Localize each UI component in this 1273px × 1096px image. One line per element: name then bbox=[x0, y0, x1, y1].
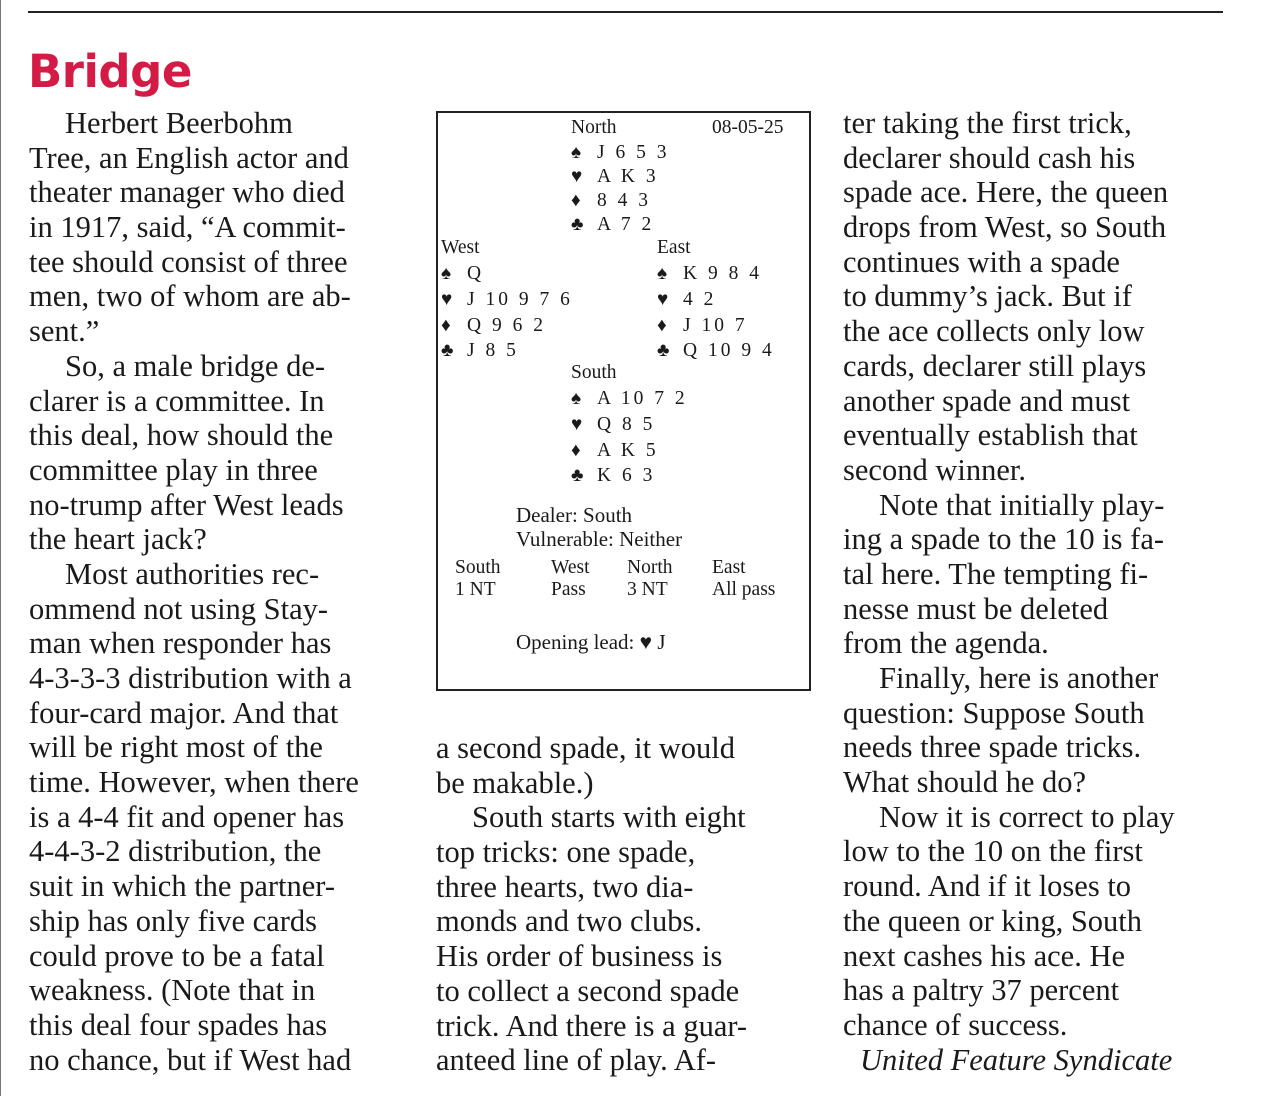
south-label: South bbox=[571, 362, 617, 383]
bidding-header-north: North bbox=[627, 557, 673, 578]
west-label: West bbox=[441, 237, 480, 258]
vulnerable-line: Vulnerable: Neither bbox=[516, 527, 683, 551]
text-line: men, two of whom are ab- bbox=[29, 279, 351, 314]
bid-south: 1 NT bbox=[455, 579, 496, 600]
club-icon: ♣ bbox=[571, 465, 584, 486]
text-line: no-trump after West leads bbox=[29, 487, 344, 522]
east-diamonds: ♦ J 10 7 bbox=[657, 315, 748, 336]
north-spades: ♠ J 6 5 3 bbox=[571, 142, 670, 163]
club-icon: ♣ bbox=[657, 340, 670, 361]
diamond-icon: ♦ bbox=[441, 315, 451, 336]
text-line: question: Suppose South bbox=[843, 695, 1145, 730]
bidding-header-east: East bbox=[712, 557, 746, 578]
text-line: ommend not using Stay- bbox=[29, 591, 329, 626]
text-column-1 bbox=[29, 106, 359, 1077]
north-label: North bbox=[571, 117, 617, 138]
heart-icon: ♥ bbox=[571, 166, 583, 187]
north-hearts: ♥ A K 3 bbox=[571, 166, 659, 187]
club-icon: ♣ bbox=[441, 340, 454, 361]
left-border bbox=[0, 0, 1, 1096]
west-hearts: ♥ J 10 9 7 6 bbox=[441, 289, 573, 310]
text-line: the heart jack? bbox=[29, 522, 207, 557]
text-line: second winner. bbox=[843, 452, 1026, 487]
west-spades: ♠ Q bbox=[441, 263, 485, 284]
diamond-icon: ♦ bbox=[571, 440, 581, 461]
west-clubs: ♣ J 8 5 bbox=[441, 340, 519, 361]
text-column-3 bbox=[843, 106, 1175, 1077]
text-line: three hearts, two dia- bbox=[436, 869, 694, 904]
text-line: What should he do? bbox=[843, 765, 1087, 800]
text-line: declarer should cash his bbox=[843, 140, 1136, 175]
spade-icon: ♠ bbox=[441, 263, 452, 284]
spade-icon: ♠ bbox=[657, 263, 668, 284]
text-line: next cashes his ace. He bbox=[843, 938, 1126, 973]
text-line: needs three spade tricks. bbox=[843, 730, 1142, 765]
text-line: another spade and must bbox=[843, 383, 1131, 418]
dealer-line: Dealer: South bbox=[516, 503, 633, 527]
text-line: four-card major. And that bbox=[29, 695, 339, 730]
east-label: East bbox=[657, 237, 691, 258]
text-line: Now it is correct to play bbox=[879, 799, 1175, 834]
text-line: committee play in three bbox=[29, 452, 318, 487]
diamond-icon: ♦ bbox=[571, 190, 581, 211]
diagram-date: 08-05-25 bbox=[712, 117, 784, 138]
text-line: time. However, when there bbox=[29, 765, 359, 800]
text-line: Finally, here is another bbox=[879, 661, 1159, 695]
text-line: the queen or king, South bbox=[843, 903, 1143, 938]
text-line: round. And if it loses to bbox=[843, 869, 1132, 904]
text-line: Note that initially play- bbox=[879, 487, 1165, 522]
text-line: weakness. (Note that in bbox=[29, 973, 316, 1008]
text-line: suit in which the partner- bbox=[29, 869, 335, 904]
text-line: 4-3-3-3 distribution with a bbox=[29, 661, 352, 695]
text-line: chance of success. bbox=[843, 1007, 1068, 1042]
text-line: ing a spade to the 10 is fa- bbox=[843, 522, 1165, 557]
text-line: low to the 10 on the first bbox=[843, 834, 1143, 869]
column-title: Bridge bbox=[28, 45, 192, 98]
text-line: a second spade, it would bbox=[436, 731, 735, 765]
text-line: trick. And there is a guar- bbox=[436, 1008, 748, 1043]
text-line: top tricks: one spade, bbox=[436, 835, 696, 870]
text-line: the ace collects only low bbox=[843, 314, 1145, 349]
south-diamonds: ♦ A K 5 bbox=[571, 440, 659, 461]
south-clubs: ♣ K 6 3 bbox=[571, 465, 656, 486]
north-diamonds: ♦ 8 4 3 bbox=[571, 190, 651, 211]
text-line: spade ace. Here, the queen bbox=[843, 175, 1169, 210]
text-line: So, a male bridge de- bbox=[65, 348, 326, 383]
text-line: cards, declarer still plays bbox=[843, 348, 1147, 383]
bidding-header-west: West bbox=[551, 557, 590, 578]
opening-lead: Opening lead: ♥ J bbox=[516, 630, 666, 654]
text-line: theater manager who died bbox=[29, 175, 345, 210]
east-clubs: ♣ Q 10 9 4 bbox=[657, 340, 775, 361]
text-line: could prove to be a fatal bbox=[29, 938, 325, 973]
spade-icon: ♠ bbox=[571, 388, 582, 409]
text-line: to dummy’s jack. But if bbox=[843, 279, 1132, 314]
west-diamonds: ♦ Q 9 6 2 bbox=[441, 315, 546, 336]
south-hearts: ♥ Q 8 5 bbox=[571, 414, 656, 435]
bid-north: 3 NT bbox=[627, 579, 668, 600]
club-icon: ♣ bbox=[571, 214, 584, 235]
text-line: this deal four spades has bbox=[29, 1007, 328, 1042]
text-line: monds and two clubs. bbox=[436, 904, 703, 939]
text-line: man when responder has bbox=[29, 626, 332, 661]
text-line: to collect a second spade bbox=[436, 973, 740, 1008]
heart-icon: ♥ bbox=[571, 414, 583, 435]
text-line: tal here. The tempting fi- bbox=[843, 556, 1149, 591]
text-line: this deal, how should the bbox=[29, 418, 334, 453]
bid-east: All pass bbox=[712, 579, 776, 600]
deal-diagram bbox=[436, 111, 811, 691]
top-rule bbox=[28, 11, 1223, 13]
south-spades: ♠ A 10 7 2 bbox=[571, 388, 688, 409]
text-line: eventually establish that bbox=[843, 418, 1138, 453]
text-line: ship has only five cards bbox=[29, 903, 317, 938]
east-spades: ♠ K 9 8 4 bbox=[657, 263, 762, 284]
text-line: will be right most of the bbox=[29, 730, 323, 765]
text-line: no chance, but if West had bbox=[29, 1042, 352, 1077]
spade-icon: ♠ bbox=[571, 142, 582, 163]
text-line: is a 4-4 fit and opener has bbox=[29, 799, 345, 834]
text-column-2 bbox=[436, 731, 747, 1078]
text-line: in 1917, said, “A commit- bbox=[29, 210, 346, 245]
east-hearts: ♥ 4 2 bbox=[657, 289, 717, 310]
text-line: drops from West, so South bbox=[843, 210, 1167, 245]
heart-icon: ♥ bbox=[657, 289, 669, 310]
heart-icon: ♥ bbox=[441, 289, 453, 310]
text-line: South starts with eight bbox=[472, 800, 746, 835]
text-line: anteed line of play. Af- bbox=[436, 1043, 717, 1078]
text-line: Herbert Beerbohm bbox=[65, 106, 293, 140]
text-line: be makable.) bbox=[436, 765, 594, 800]
text-line: Most authorities rec- bbox=[65, 556, 320, 591]
text-line: His order of business is bbox=[436, 939, 723, 974]
north-clubs: ♣ A 7 2 bbox=[571, 214, 655, 235]
bid-west: Pass bbox=[551, 579, 586, 600]
syndicate-credit: United Feature Syndicate bbox=[860, 1042, 1173, 1077]
text-line: tee should consist of three bbox=[29, 244, 348, 279]
text-line: Tree, an English actor and bbox=[29, 140, 349, 175]
heart-icon: ♥ bbox=[639, 630, 653, 654]
diamond-icon: ♦ bbox=[657, 315, 667, 336]
text-line: nesse must be deleted bbox=[843, 591, 1109, 626]
bidding-header-south: South bbox=[455, 557, 501, 578]
text-line: clarer is a committee. In bbox=[29, 383, 325, 418]
text-line: continues with a spade bbox=[843, 244, 1120, 279]
text-line: 4-4-3-2 distribution, the bbox=[29, 834, 322, 869]
text-line: has a paltry 37 percent bbox=[843, 973, 1120, 1008]
text-line: ter taking the first trick, bbox=[843, 106, 1132, 140]
text-line: sent.” bbox=[29, 314, 100, 349]
text-line: from the agenda. bbox=[843, 626, 1049, 661]
